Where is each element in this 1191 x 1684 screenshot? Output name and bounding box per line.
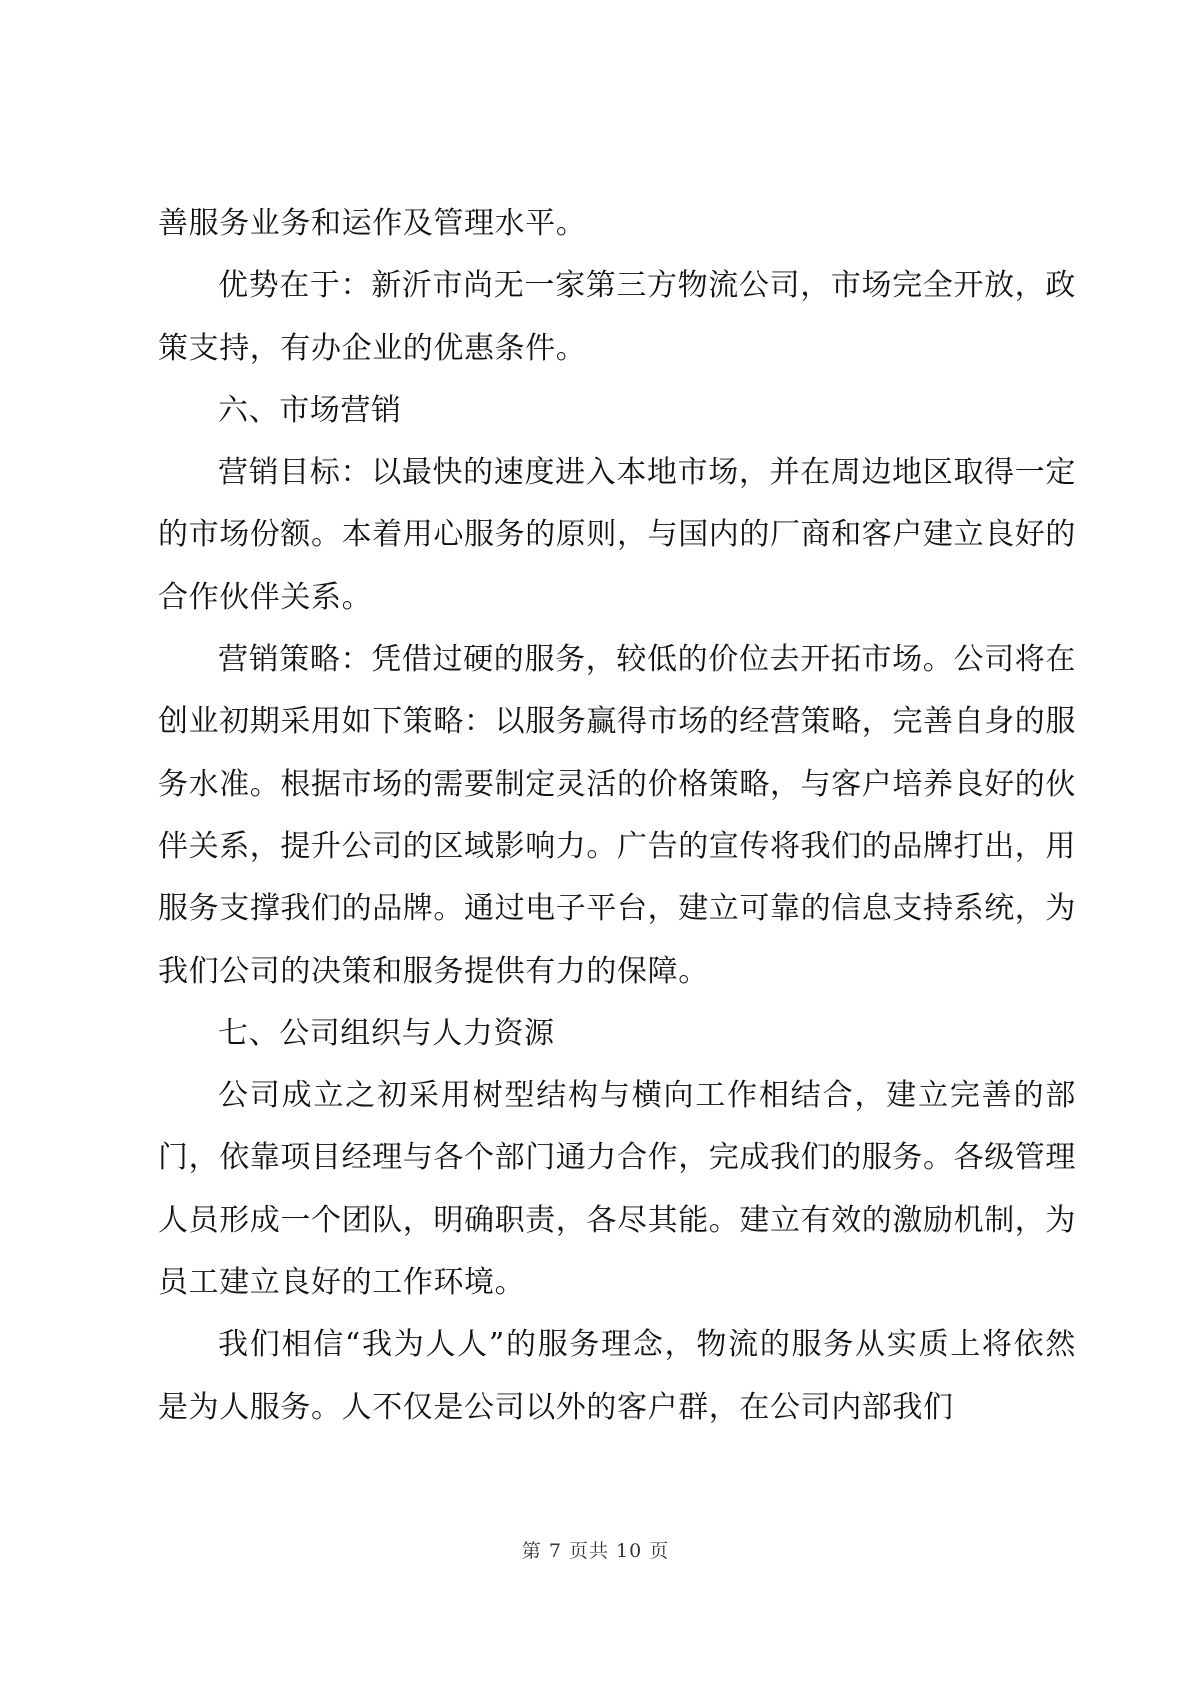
paragraph-advantages: 优势在于：新沂市尚无一家第三方物流公司，市场完全开放，政策支持，有办企业的优惠条件。	[158, 268, 1076, 366]
paragraph-marketing-goal: 营销目标：以最快的速度进入本地市场，并在周边地区取得一定的市场份额。本着用心服务的原则，与国内的厂商和客户建立良好的合作伙伴关系。	[158, 455, 1076, 615]
paragraph-continuation: 善服务业务和运作及管理水平。	[158, 206, 587, 241]
paragraph-service-philosophy: 我们相信“我为人人”的服务理念，物流的服务从实质上将依然是为人服务。人不仅是公司以外的客户群，在公司内部我们	[158, 1327, 1076, 1425]
document-body	[158, 193, 1076, 1439]
section-heading-marketing: 六、市场营销	[218, 392, 402, 428]
paragraph-organization-structure: 公司成立之初采用树型结构与横向工作相结合，建立完善的部门，依靠项目经理与各个部门通力合作，完成我们的服务。各级管理人员形成一个团队，明确职责，各尽其能。建立有效的激励机制，为员工建立良好的工作环境。	[158, 1078, 1076, 1301]
section-heading-organization: 七、公司组织与人力资源	[218, 1015, 555, 1051]
paragraph-marketing-strategy: 营销策略：凭借过硬的服务，较低的价位去开拓市场。公司将在创业初期采用如下策略：以服务赢得市场的经营策略，完善自身的服务水准。根据市场的需要制定灵活的价格策略，与客户培养良好的伙伴关系，提升公司的区域影响力。广告的宣传将我们的品牌打出，用服务支撑我们的品牌。通过电子平台，建立可靠的信息支持系统，为我们公司的决策和服务提供有力的保障。	[158, 642, 1076, 989]
page-footer: 第 7 页共 10 页	[521, 1540, 670, 1562]
